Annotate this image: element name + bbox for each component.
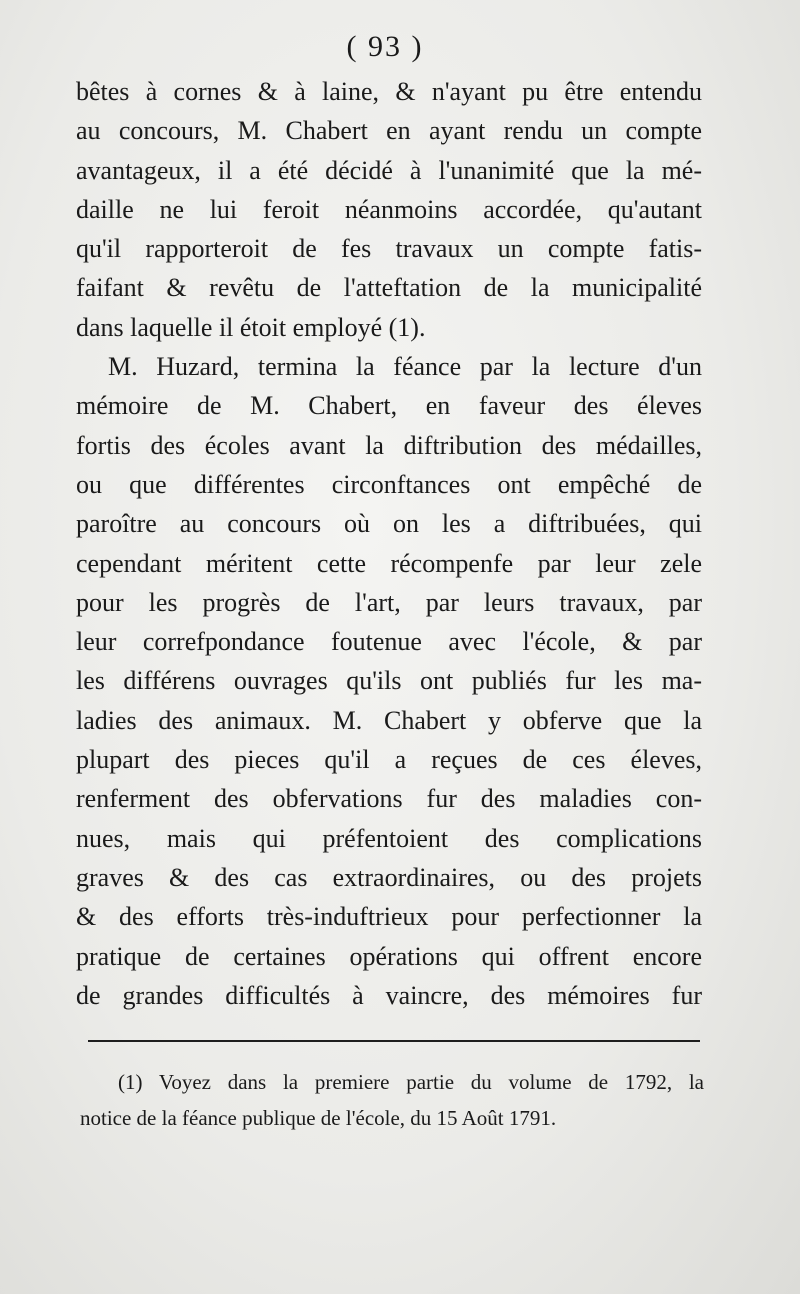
- footnote-line: notice de la féance publique de l'école, du 15 Août 1791.: [80, 1106, 557, 1130]
- text-line: faifant & revêtu de l'atteftation de la municipalité: [76, 273, 702, 303]
- body-text: [76, 72, 702, 1015]
- text-line: bêtes à cornes & à laine, & n'ayant pu être entendu: [76, 77, 702, 106]
- text-line: pour les progrès de l'art, par leurs travaux, par: [76, 587, 702, 617]
- text-line: au concours, M. Chabert en ayant rendu un compte: [76, 116, 702, 146]
- footnote: [80, 1064, 704, 1136]
- text-line: renferment des obfervations fur des maladies con-: [76, 784, 702, 814]
- text-line: ladies des animaux. M. Chabert y obferve que la: [76, 705, 702, 735]
- text-line: plupart des pieces qu'il a reçues de ces éleves,: [76, 745, 702, 775]
- text-line: qu'il rapporteroit de fes travaux un compte fatis-: [76, 234, 702, 264]
- page-number: ( 93 ): [346, 30, 424, 63]
- text-line: ou que différentes circonftances ont empêché de: [76, 469, 702, 499]
- text-line: fortis des écoles avant la diftribution des médailles,: [76, 430, 702, 460]
- text-line: leur correfpondance foutenue avec l'école, & par: [76, 627, 702, 657]
- footnote-line: (1) Voyez dans la premiere partie du volume de 1792, la: [118, 1070, 704, 1094]
- text-line: les différens ouvrages qu'ils ont publiés fur les ma-: [76, 666, 702, 696]
- text-line: pratique de certaines opérations qui offrent encore: [76, 941, 702, 971]
- paragraph-start-line: M. Huzard, termina la féance par la lecture d'un: [108, 352, 702, 382]
- text-line: cependant méritent cette récompenfe par leur zele: [76, 548, 702, 578]
- text-line: nues, mais qui préfentoient des complications: [76, 823, 702, 853]
- text-line: paroître au concours où on les a diftribuées, qui: [76, 509, 702, 539]
- text-line: avantageux, il a été décidé à l'unanimité que la mé-: [76, 155, 702, 185]
- text-line: dans laquelle il étoit employé (1).: [76, 312, 426, 342]
- footnote-divider: [88, 1040, 700, 1042]
- text-line: daille ne lui feroit néanmoins accordée, qu'autant: [76, 194, 702, 224]
- text-line: graves & des cas extraordinaires, ou des projets: [76, 862, 702, 892]
- text-line: & des efforts très-induftrieux pour perfectionner la: [76, 902, 702, 932]
- text-line: mémoire de M. Chabert, en faveur des éleves: [76, 391, 702, 421]
- text-line: de grandes difficultés à vaincre, des mémoires fur: [76, 980, 702, 1010]
